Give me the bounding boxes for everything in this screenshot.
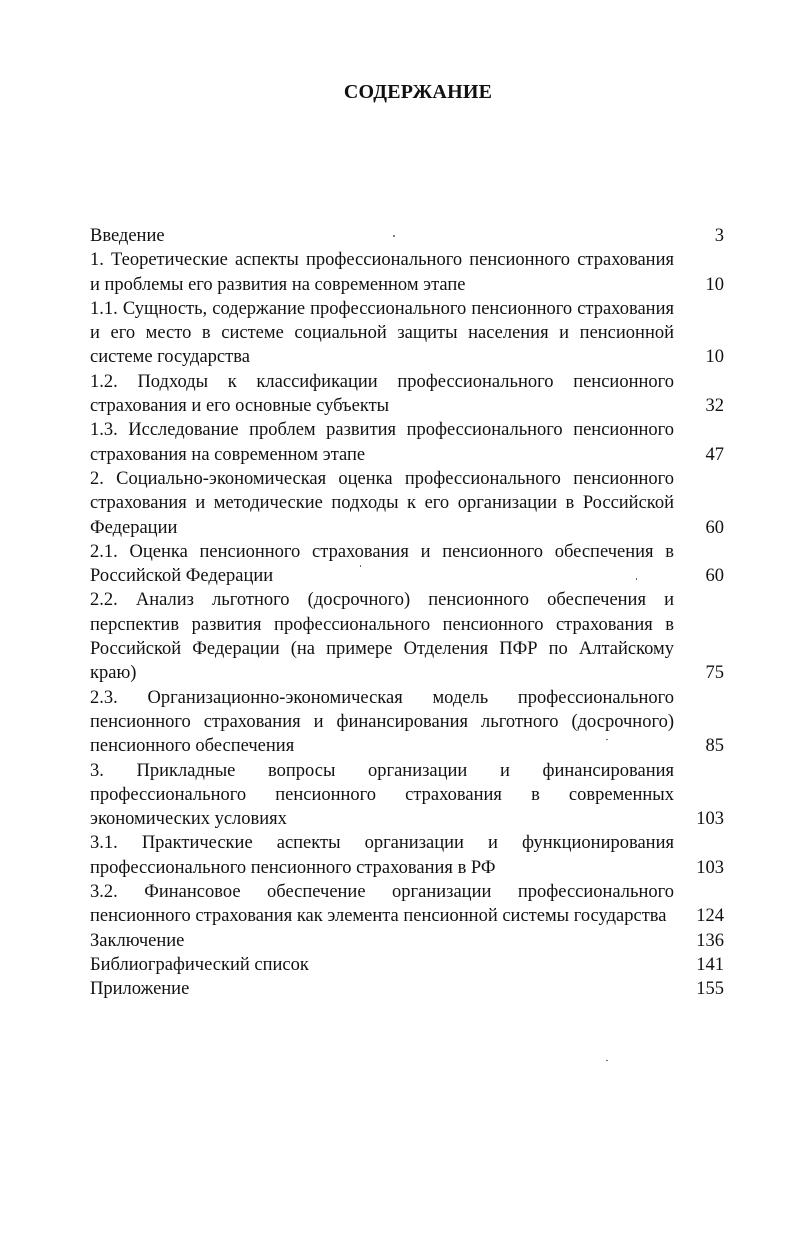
toc-entry-text: Библиографический список <box>90 954 309 975</box>
toc-entry-page: 141 <box>696 954 724 975</box>
toc-entry-introduction <box>90 224 724 248</box>
scan-speck <box>360 565 361 567</box>
toc-entry-text: 1.1. Сущность, содержание профессионального пенсионного страхования и его место в системе социальной защиты населения и пенсионной системе государства <box>90 298 674 368</box>
toc-entry-text: 2.1. Оценка пенсионного страхования и пенсионного обеспечения в Российской Федерации <box>90 541 674 587</box>
toc-entry-text: 3.2. Финансовое обеспечение организации профессионального пенсионного страхования как элемента пенсионной системы государства <box>90 882 674 927</box>
toc-entry-text: 2.3. Организационно-экономическая модель профессионального пенсионного страхования и финансирования льготного (досрочного) пенсионного обеспечения <box>90 687 674 757</box>
toc-entry-chapter-2 <box>90 467 724 540</box>
page-title: СОДЕРЖАНИЕ <box>343 81 493 103</box>
toc-entry-text: 1. Теоретические аспекты профессионального пенсионного страхования и проблемы его развития на современном этапе <box>90 250 674 295</box>
toc-entry-page: 10 <box>705 274 724 295</box>
toc-entry-chapter-3 <box>90 759 724 832</box>
toc-entry-section-3-2 <box>90 880 724 929</box>
toc-entry-bibliography <box>90 953 724 977</box>
toc-entry-text: 3.1. Практические аспекты организации и функционирования профессионального пенсионного страхования в РФ <box>90 833 674 878</box>
toc-entry-conclusion <box>90 929 724 953</box>
toc-entry-text: 2. Социально-экономическая оценка профессионального пенсионного страхования и методические подходы к его организации в Российской Федерации <box>90 468 674 538</box>
toc-entry-text: Заключение <box>90 930 185 951</box>
toc-entry-page: 85 <box>705 736 724 757</box>
toc-entry-page: 60 <box>705 517 724 538</box>
toc-entry-page: 60 <box>705 566 724 587</box>
toc-entry-page: 32 <box>705 396 724 417</box>
toc-entry-section-2-2 <box>90 588 724 685</box>
toc-entry-text: 2.2. Анализ льготного (досрочного) пенсионного обеспечения и перспектив развития профессионального пенсионного страхования в Российской Федерации (на примере Отделения ПФР по Алтайскому краю) <box>90 590 674 684</box>
toc-entry-section-1-2 <box>90 370 724 419</box>
toc-entry-text: 3. Прикладные вопросы организации и финансирования профессионального пенсионного страхования в современных экономических условиях <box>90 760 674 830</box>
toc-entry-text: Введение <box>90 226 165 246</box>
toc-entry-appendix <box>90 977 724 1001</box>
toc-entry-page: 103 <box>696 809 724 830</box>
scan-speck <box>606 739 608 740</box>
toc-entry-page: 3 <box>714 226 724 246</box>
toc-entry-page: 10 <box>705 347 724 368</box>
toc-entry-text: 1.3. Исследование проблем развития профессионального пенсионного страхования на современном этапе <box>90 420 674 465</box>
toc-entry-section-3-1 <box>90 831 724 880</box>
toc-entry-section-2-3 <box>90 686 724 759</box>
toc-entry-page: 155 <box>696 979 724 1000</box>
toc-entry-page: 136 <box>696 930 724 951</box>
scan-speck <box>393 235 395 237</box>
toc-entry-text: Приложение <box>90 979 190 1000</box>
toc-entry-section-1-1 <box>90 297 724 370</box>
toc-entry-chapter-1 <box>90 248 724 297</box>
toc-entry-page: 103 <box>696 857 724 878</box>
toc-entry-text: 1.2. Подходы к классификации профессионального пенсионного страхования и его основные субъекты <box>90 371 674 417</box>
toc-entry-section-2-1 <box>90 540 724 589</box>
scan-speck <box>636 578 637 580</box>
toc-entry-page: 47 <box>705 444 724 465</box>
scan-speck <box>606 1060 608 1061</box>
toc-entry-page: 75 <box>705 663 724 684</box>
table-of-contents <box>90 224 724 1002</box>
toc-entry-section-1-3 <box>90 418 724 467</box>
toc-entry-page: 124 <box>696 906 724 927</box>
